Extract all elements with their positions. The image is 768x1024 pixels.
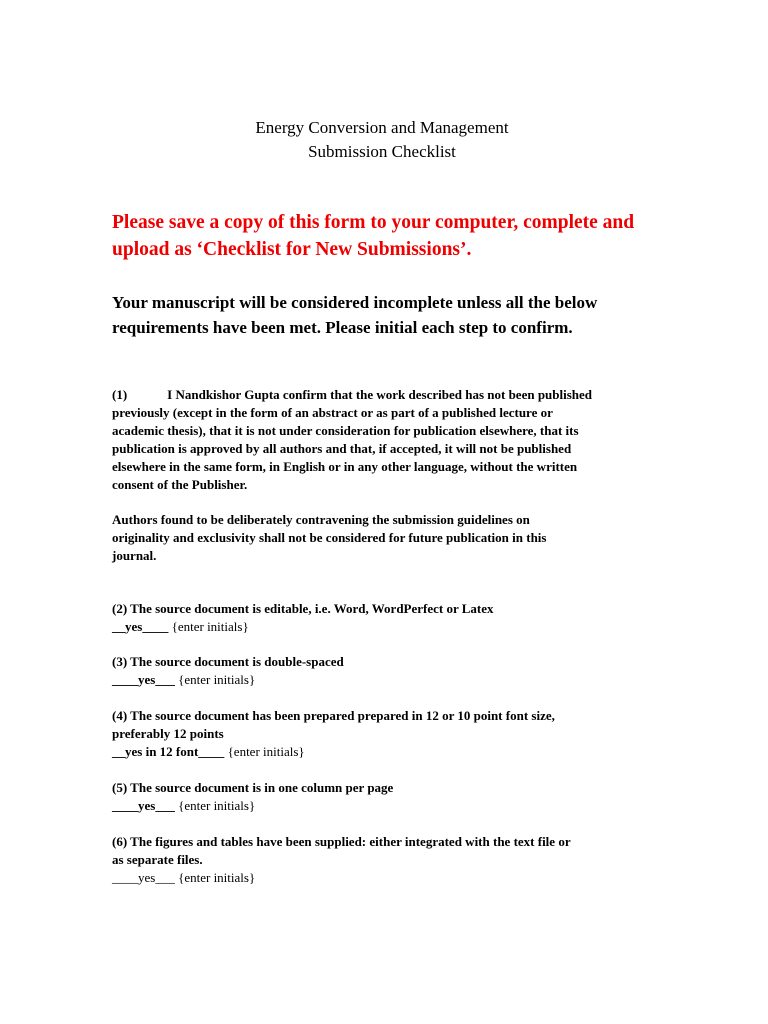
checklist-answer-line <box>112 671 672 689</box>
initials-hint: {enter initials} <box>174 798 256 813</box>
declaration-line: elsewhere in the same form, in English or in any other language, without the written <box>112 459 578 474</box>
initials-answer[interactable]: __yes in 12 font____ <box>112 744 225 759</box>
checklist-question: (2) The source document is editable, i.e. Word, WordPerfect or Latex <box>112 601 494 616</box>
authors-warning <box>112 511 672 565</box>
checklist-item-editable <box>112 600 672 636</box>
declaration-line: previously (except in the form of an abstract or as part of a published lecture or <box>112 405 553 420</box>
requirements-intro <box>112 290 672 340</box>
checklist-question: as separate files. <box>112 852 203 867</box>
declaration-line <box>112 386 672 404</box>
initials-hint: {enter initials} <box>224 744 305 759</box>
initials-answer[interactable]: ____yes___ <box>112 798 175 813</box>
declaration-line: publication is approved by all authors and that, if accepted, it will not be published <box>112 441 572 456</box>
checklist-answer-line <box>112 743 672 761</box>
warning-line: Authors found to be deliberately contravening the submission guidelines on <box>112 512 530 527</box>
checklist-question: (3) The source document is double-spaced <box>112 654 344 669</box>
declaration-line: academic thesis), that it is not under consideration for publication elsewhere, that its <box>112 423 579 438</box>
intro-line: requirements have been met. Please initial each step to confirm. <box>112 318 573 337</box>
initials-hint: {enter initials} <box>174 870 256 885</box>
checklist-answer-line <box>112 869 672 887</box>
save-copy-notice <box>112 209 672 263</box>
checklist-answer-line <box>112 797 672 815</box>
originality-declaration <box>112 386 672 494</box>
checklist-answer-line <box>112 618 672 636</box>
initials-answer[interactable]: __yes____ <box>112 619 169 634</box>
initials-answer[interactable]: ____yes___ <box>112 672 175 687</box>
checklist-item-double-spaced <box>112 653 672 689</box>
checklist-item-one-column <box>112 779 672 815</box>
item-number: (1) <box>112 387 128 402</box>
warning-line: journal. <box>112 548 157 563</box>
initials-hint: {enter initials} <box>174 672 256 687</box>
journal-title: Energy Conversion and Management <box>255 118 509 137</box>
declaration-text: I Nandkishor Gupta confirm that the work described has not been published <box>167 387 593 402</box>
checklist-title: Submission Checklist <box>308 142 456 161</box>
checklist-question: preferably 12 points <box>112 726 224 741</box>
initials-hint: {enter initials} <box>168 619 249 634</box>
declaration-line: consent of the Publisher. <box>112 477 248 492</box>
notice-line: Please save a copy of this form to your computer, complete and <box>112 212 635 233</box>
notice-line: upload as ‘Checklist for New Submissions’. <box>112 239 472 260</box>
intro-line: Your manuscript will be considered incomplete unless all the below <box>112 293 598 312</box>
warning-line: originality and exclusivity shall not be considered for future publication in this <box>112 530 547 545</box>
checklist-question: (5) The source document is in one column per page <box>112 780 394 795</box>
initials-answer[interactable]: ____yes___ <box>112 870 175 885</box>
checklist-question: (4) The source document has been prepared prepared in 12 or 10 point font size, <box>112 708 555 723</box>
checklist-item-figures-tables <box>112 833 672 887</box>
checklist-item-font-size <box>112 707 672 761</box>
checklist-question: (6) The figures and tables have been supplied: either integrated with the text file or <box>112 834 571 849</box>
